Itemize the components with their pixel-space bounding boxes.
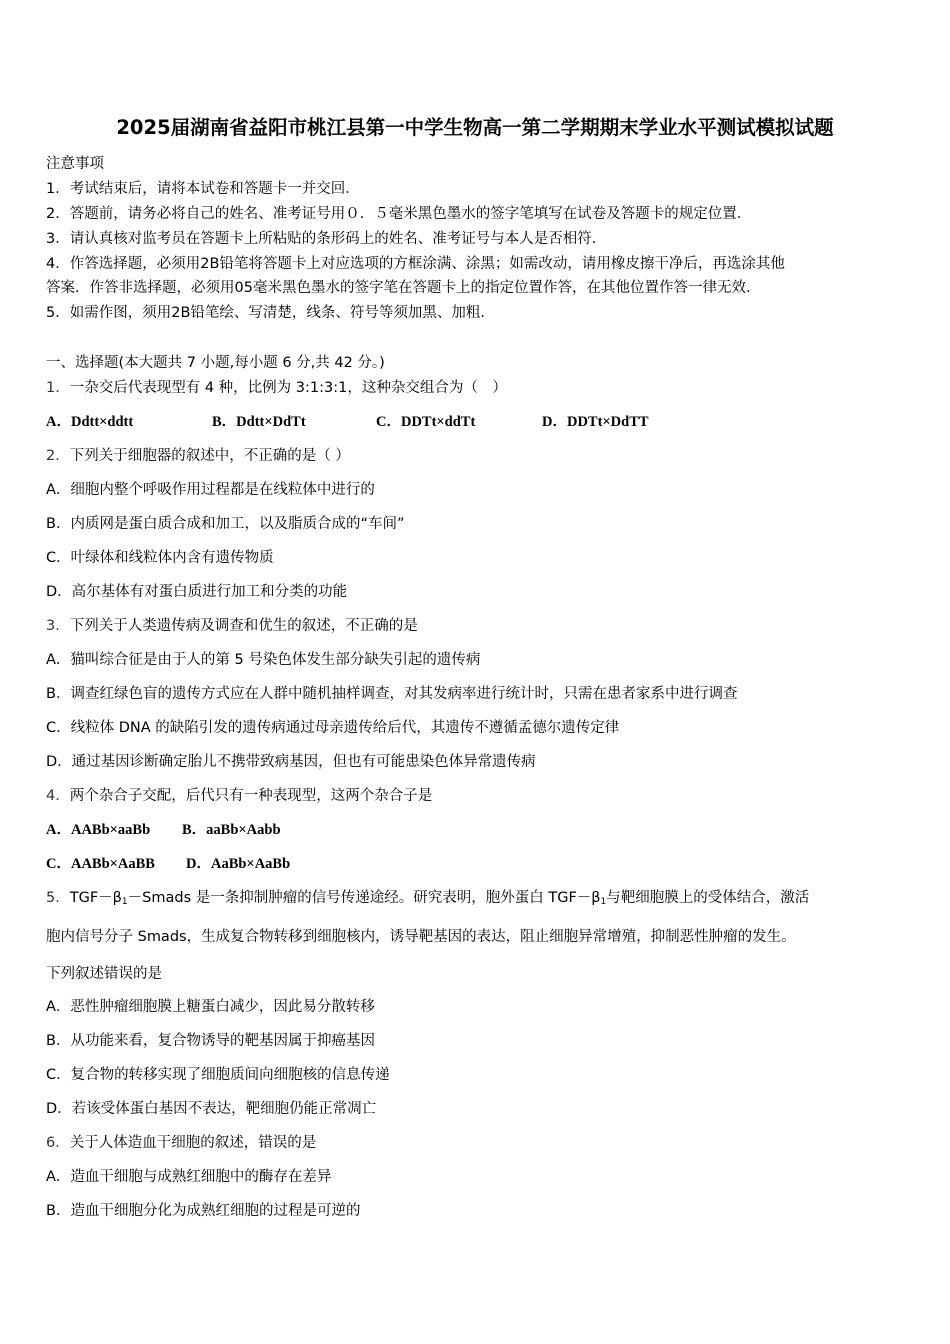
question-stem: 下列关于细胞器的叙述中，不正确的是（ ）	[69, 448, 350, 464]
question-number: 5．	[46, 890, 70, 906]
option-d: D．DDTt×DdTT	[542, 414, 649, 430]
q1-options	[46, 410, 906, 430]
notice-item: 2．答题前，请务必将自己的姓名、准考证号用０．５毫米黑色墨水的签字笔填写在试卷及答题卡的规定位置．	[46, 206, 752, 222]
option-a: A．造血干细胞与成熟红细胞中的酶存在差异	[46, 1169, 332, 1185]
question-stem: 两个杂合子交配，后代只有一种表现型，这两个杂合子是	[69, 788, 433, 804]
option-a: A．细胞内整个呼吸作用过程都是在线粒体中进行的	[46, 482, 375, 498]
option-b: B．造血干细胞分化为成熟红细胞的过程是可逆的	[46, 1203, 361, 1219]
question-number: 6．	[46, 1135, 70, 1151]
notice-item: 1．考试结束后，请将本试卷和答题卡一并交回．	[46, 181, 360, 197]
question-1	[46, 376, 507, 397]
question-stem: 关于人体造血干细胞的叙述，错误的是	[69, 1135, 317, 1151]
q5-text-3: 下列叙述错误的是	[46, 966, 162, 982]
subscript: 1	[121, 897, 128, 907]
option-b: B．内质网是蛋白质合成和加工，以及脂质合成的“车间”	[46, 516, 405, 532]
question-number: 3．	[46, 618, 70, 634]
section-heading: 一、选择题(本大题共 7 小题,每小题 6 分,共 42 分。)	[46, 355, 385, 371]
option-d: D．通过基因诊断确定胎儿不携带致病基因，但也有可能患染色体异常遗传病	[46, 754, 536, 770]
option-c: C．叶绿体和线粒体内含有遗传物质	[46, 550, 274, 566]
question-number: 2．	[46, 448, 70, 464]
question-5	[46, 886, 809, 907]
option-c: C．线粒体 DNA 的缺陷引发的遗传病通过母亲遗传给后代，其遗传不遵循孟德尔遗传定律	[46, 720, 620, 736]
option-d: D．AaBb×AaBb	[186, 856, 291, 872]
question-2	[46, 444, 350, 465]
option-b: B．aaBb×Aabb	[182, 822, 281, 838]
page-title: 2025届湖南省益阳市桃江县第一中学生物高一第二学期期末学业水平测试模拟试题	[116, 116, 834, 139]
notice-heading: 注意事项	[46, 156, 104, 172]
q5-text-2: 胞内信号分子 Smads，生成复合物转移到细胞核内，诱导靶基因的表达，阻止细胞异常增殖，抑制恶性肿瘤的发生。	[46, 929, 796, 945]
option-b: B．从功能来看，复合物诱导的靶基因属于抑癌基因	[46, 1033, 375, 1049]
question-3	[46, 614, 418, 635]
notice-item: 5．如需作图，须用2B铅笔绘、写清楚，线条、符号等须加黑、加粗．	[46, 305, 495, 321]
option-c: C．复合物的转移实现了细胞质间向细胞核的信息传递	[46, 1067, 390, 1083]
option-a: A．恶性肿瘤细胞膜上糖蛋白减少，因此易分散转移	[46, 999, 375, 1015]
question-stem: 下列关于人类遗传病及调查和优生的叙述，不正确的是	[69, 618, 418, 634]
option-b: B．调查红绿色盲的遗传方式应在人群中随机抽样调查，对其发病率进行统计时，只需在患者家系中进行调查	[46, 686, 738, 702]
option-a: A．Ddtt×ddtt	[46, 414, 134, 430]
notice-item: 答案．作答非选择题，必须用05毫米黑色墨水的签字笔在答题卡上的指定位置作答，在其他位置作答一律无效．	[46, 280, 761, 296]
option-a: A．猫叫综合征是由于人的第 5 号染色体发生部分缺失引起的遗传病	[46, 652, 481, 668]
question-6	[46, 1131, 316, 1152]
option-c: C．AABb×AaBB	[46, 856, 155, 872]
q5-text-1a: TGF－β	[69, 890, 122, 906]
question-number: 1．	[46, 380, 70, 396]
option-c: C．DDTt×ddTt	[376, 414, 476, 430]
q4-options-row-2	[46, 852, 446, 872]
notice-item: 4．作答选择题，必须用2B铅笔将答题卡上对应选项的方框涂满、涂黑；如需改动，请用橡皮擦干净后，再选涂其他	[46, 256, 785, 272]
q5-text-1c: 与靶细胞膜上的受体结合，激活	[606, 890, 810, 906]
option-d: D．高尔基体有对蛋白质进行加工和分类的功能	[46, 584, 348, 600]
question-4	[46, 784, 432, 805]
notice-item: 3．请认真核对监考员在答题卡上所粘贴的条形码上的姓名、准考证号与本人是否相符．	[46, 231, 607, 247]
option-a: A．AABb×aaBb	[46, 822, 151, 838]
option-b: B．Ddtt×DdTt	[212, 414, 306, 430]
option-d: D．若该受体蛋白基因不表达，靶细胞仍能正常凋亡	[46, 1101, 377, 1117]
question-number: 4．	[46, 788, 70, 804]
q4-options-row-1	[46, 818, 446, 838]
q5-text-1b: －Smads 是一条抑制肿瘤的信号传递途经。研究表明，胞外蛋白 TGF－β	[127, 890, 601, 906]
subscript: 1	[600, 897, 607, 907]
question-stem: 一杂交后代表现型有 4 种，比例为 3:1:3:1，这种杂交组合为（ ）	[69, 380, 507, 396]
